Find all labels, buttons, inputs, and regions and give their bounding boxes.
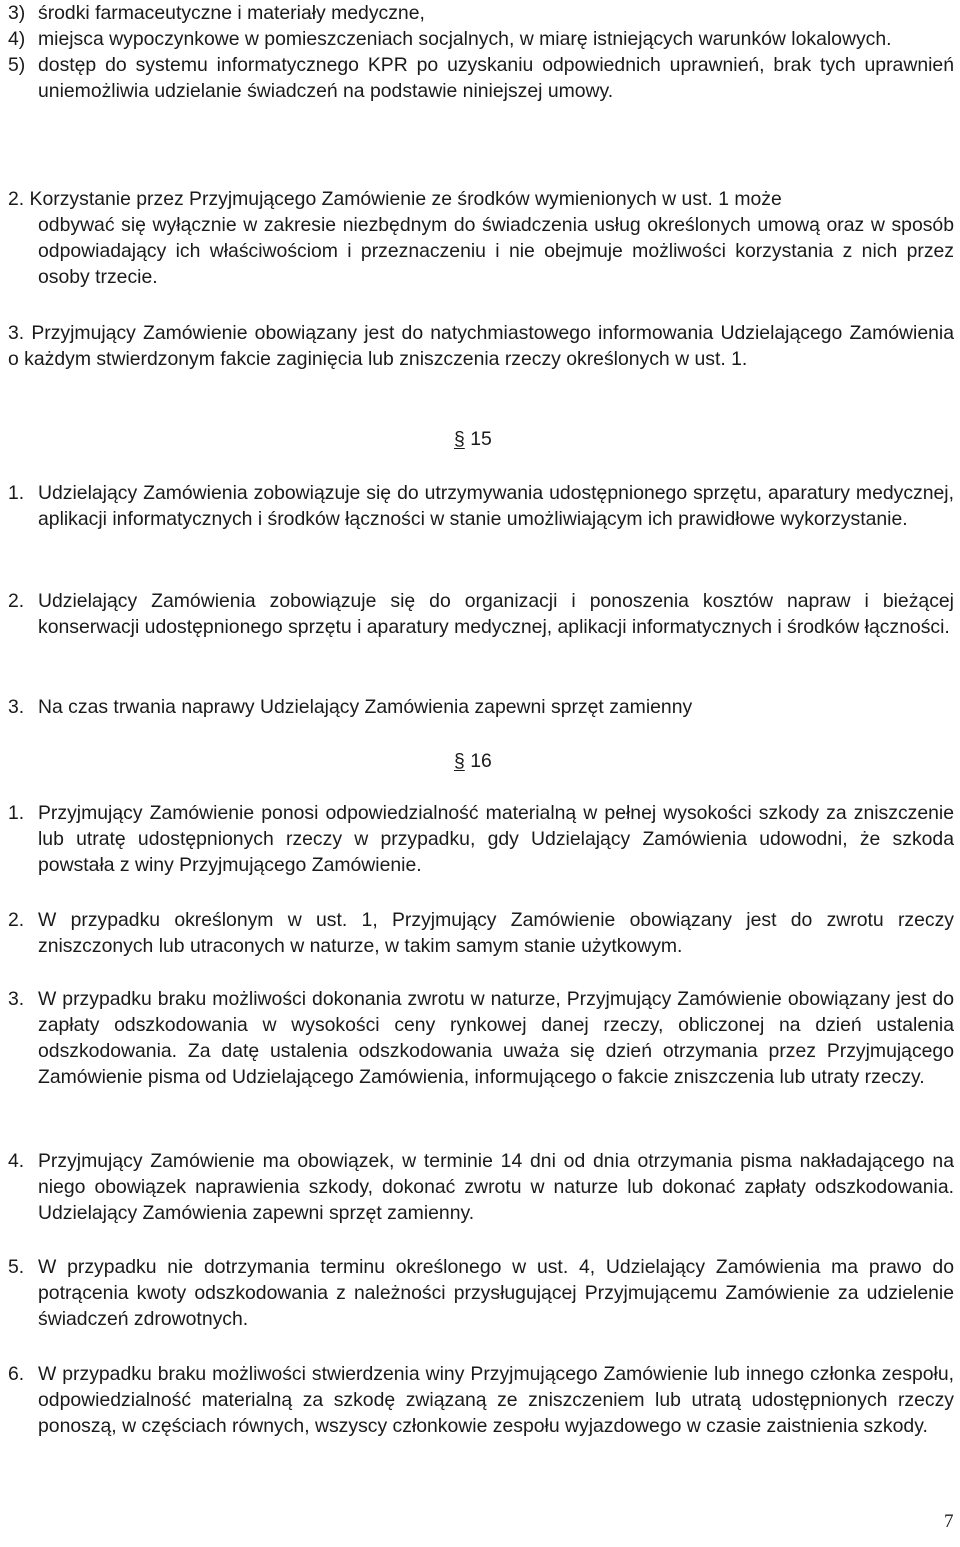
section-15-item-1 — [8, 480, 954, 532]
item-text: W przypadku braku możliwości dokonania zwrotu w naturze, Przyjmujący Zamówienie obowiązany jest do zapłaty odszkodowania w wysokości ceny rynkowej danej rzeczy, obliczonej na dzień ustalenia odszkodowania. Za datę ustalenia odszkodowania uważa się dzień otrzymania przez Przyjmującego Zamówienie pisma od Udzielającego Zamówienia, informującego o fakcie zniszczenia lub utraty rzeczy. — [38, 988, 954, 1088]
section-number: 16 — [470, 750, 492, 772]
item-number: 4. — [8, 1150, 25, 1172]
list-item-number: 4) — [8, 28, 26, 50]
section-15-item-2 — [8, 588, 954, 640]
item-number: 3. — [8, 988, 25, 1010]
section-symbol: § — [454, 428, 465, 450]
item-text: Przyjmujący Zamówienie ma obowiązek, w terminie 14 dni od dnia otrzymania pisma nakładającego na niego obowiązek naprawienia szkody, dokonać zwrotu w naturze lub dokonać zapłaty odszkodowania. Udzielający Zamówienia zapewni sprzęt zamienny. — [38, 1150, 954, 1224]
paragraph-continuation: odbywać się wyłącznie w zakresie niezbędnym do świadczenia usług określonych umową oraz w sposób odpowiadający ich właściwościom i przeznaczeniu i nie obejmuje możliwości korzystania z nich przez osoby trzecie. — [38, 214, 954, 288]
section-heading-16 — [454, 748, 492, 774]
item-text: W przypadku nie dotrzymania terminu określonego w ust. 4, Udzielający Zamówienia ma prawo do potrącenia kwoty odszkodowania z należności przysługującej Przyjmującemu Zamówienie za udzielenie świadczeń zdrowotnych. — [38, 1256, 954, 1330]
item-text: Udzielający Zamówienia zobowiązuje się do utrzymywania udostępnionego sprzętu, aparatury medycznej, aplikacji informatycznych i środków łączności w stanie umożliwiającym ich prawidłowe wykorzystanie. — [38, 482, 954, 530]
paragraph-2 — [8, 186, 954, 290]
item-number: 1. — [8, 802, 25, 824]
section-16-item-1 — [8, 800, 954, 878]
list-item — [8, 0, 954, 26]
section-number: 15 — [470, 428, 492, 450]
item-text: Przyjmujący Zamówienie ponosi odpowiedzialność materialną w pełnej wysokości szkody za zniszczenie lub utratę udostępnionych rzeczy w przypadku, gdy Udzielający Zamówienia udowodni, że szkoda powstała z winy Przyjmującego Zamówienie. — [38, 802, 954, 876]
paragraph-first-line: 2. Korzystanie przez Przyjmującego Zamówienie ze środków wymienionych w ust. 1 może — [8, 188, 782, 210]
item-number: 6. — [8, 1363, 25, 1385]
item-number: 1. — [8, 482, 25, 504]
section-16-item-6 — [8, 1361, 954, 1439]
section-16-item-4 — [8, 1148, 954, 1226]
item-text: W przypadku braku możliwości stwierdzenia winy Przyjmującego Zamówienie lub innego członka zespołu, odpowiedzialność materialną za szkodę związaną ze zniszczeniem lub utratą udostępnionych rzeczy ponoszą, w częściach równych, wszyscy członkowie zespołu wyjazdowego w czasie zaistnienia szkody. — [38, 1363, 954, 1437]
list-item-number: 5) — [8, 54, 26, 76]
section-15-item-3 — [8, 694, 954, 720]
list-item — [8, 26, 954, 52]
list-item-number: 3) — [8, 2, 26, 24]
list-item — [8, 52, 954, 104]
section-heading-15 — [454, 426, 492, 452]
item-text: Udzielający Zamówienia zobowiązuje się do organizacji i ponoszenia kosztów napraw i bieżącej konserwacji udostępnionego sprzętu i aparatury medycznej, aplikacji informatycznych i środków łączności. — [38, 590, 954, 638]
list-item-text: miejsca wypoczynkowe w pomieszczeniach socjalnych, w miarę istniejących warunków lokalowych. — [38, 28, 892, 50]
section-16-item-3 — [8, 986, 954, 1090]
list-item-text: środki farmaceutyczne i materiały medyczne, — [38, 2, 425, 24]
item-number: 2. — [8, 590, 25, 612]
page-number: 7 — [944, 1511, 954, 1532]
section-16-item-2 — [8, 907, 954, 959]
list-item-text: dostęp do systemu informatycznego KPR po uzyskaniu odpowiednich uprawnień, brak tych uprawnień uniemożliwia udzielanie świadczeń na podstawie niniejszej umowy. — [38, 54, 954, 102]
section-16-item-5 — [8, 1254, 954, 1332]
item-text: Na czas trwania naprawy Udzielający Zamówienia zapewni sprzęt zamienny — [38, 696, 693, 718]
section-symbol: § — [454, 750, 465, 772]
item-text: W przypadku określonym w ust. 1, Przyjmujący Zamówienie obowiązany jest do zwrotu rzeczy zniszczonych lub utraconych w naturze, w takim samym stanie użytkowym. — [38, 909, 954, 957]
paragraph-3: 3. Przyjmujący Zamówienie obowiązany jest do natychmiastowego informowania Udzielającego Zamówienia o każdym stwierdzonym fakcie zaginięcia lub zniszczenia rzeczy określonych w ust. 1. — [8, 322, 954, 370]
item-number: 3. — [8, 696, 25, 718]
resource-list — [8, 0, 954, 104]
item-number: 2. — [8, 909, 25, 931]
item-number: 5. — [8, 1256, 25, 1278]
